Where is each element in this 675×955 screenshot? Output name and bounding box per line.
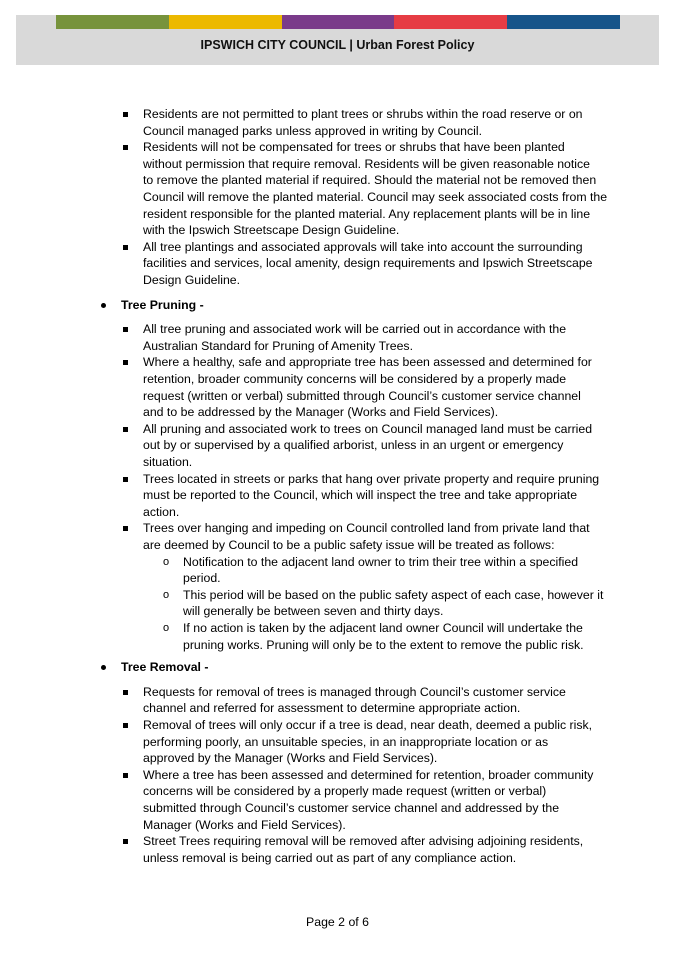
list-item-line: facilities and services, local amenity, design requirements and Ipswich Streetscape xyxy=(143,256,593,271)
circle-bullet-icon: o xyxy=(163,588,170,601)
sub-list-item-line: If no action is taken by the adjacent land owner Council will undertake the xyxy=(183,621,583,635)
color-bar-segment xyxy=(282,15,395,29)
list-item-line: with the Ipswich Streetscape Design Guideline. xyxy=(143,223,400,238)
square-bullet-icon xyxy=(123,427,128,432)
list-item-line: out by or supervised by a qualified arborist, unless in an urgent or emergency xyxy=(143,438,564,453)
list-item-line: must be reported to the Council, which will inspect the tree and take appropriate xyxy=(143,488,578,503)
sub-list-item-line: Notification to the adjacent land owner to trim their tree within a specified xyxy=(183,554,579,569)
square-bullet-icon xyxy=(123,773,128,778)
list-item-line: action. xyxy=(143,504,180,519)
section-heading-tree-pruning: Tree Pruning - xyxy=(121,297,204,312)
list-item-line: resident responsible for the planted material. Any replacement plants will be in line xyxy=(143,206,591,221)
square-bullet-icon xyxy=(123,526,128,531)
square-bullet-icon xyxy=(123,145,128,150)
list-item-line: All pruning and associated work to trees on Council managed land must be carried xyxy=(143,421,593,436)
square-bullet-icon xyxy=(123,327,128,332)
square-bullet-icon xyxy=(123,245,128,250)
sub-list-item-line: This period will be based on the public safety aspect of each case, however it xyxy=(183,587,604,602)
list-item-line: are deemed by Council to be a public safety issue will be treated as follows: xyxy=(143,538,555,552)
square-bullet-icon xyxy=(123,723,128,728)
color-bar-segment xyxy=(507,15,620,29)
list-item-line: Street Trees requiring removal will be removed after advising adjoining residents, xyxy=(143,834,584,849)
circle-bullet-icon: o xyxy=(163,622,170,634)
page-number: Page 2 of 6 xyxy=(306,915,369,929)
list-item-line: approved by the Manager (Works and Field Services). xyxy=(143,751,438,766)
list-item-line: Council managed parks unless approved in writing by Council. xyxy=(143,123,483,138)
list-item-line: Manager (Works and Field Services). xyxy=(143,817,346,832)
list-item-line: Residents will not be compensated for trees or shrubs that have been planted xyxy=(143,140,565,155)
list-item-line: Council will remove the planted material. Council may seek associated costs from the xyxy=(143,190,608,204)
sub-list-item-line: pruning works. Pruning will only be to the extent to remove the public risk. xyxy=(183,637,584,652)
document-title: IPSWICH CITY COUNCIL | Urban Forest Policy xyxy=(200,38,475,52)
list-item-line: and to be addressed by the Manager (Works and Field Services). xyxy=(143,405,499,420)
list-item-line: channel and referred for assessment to determine appropriate action. xyxy=(143,701,521,716)
circle-bullet-icon: o xyxy=(163,555,170,568)
list-item-line: unless removal is being carried out as part of any compliance action. xyxy=(143,850,517,865)
sub-list-item-line: will generally be between seven and thirty days. xyxy=(183,604,444,619)
list-item-line: Requests for removal of trees is managed through Council’s customer service xyxy=(143,684,566,699)
list-item-line: Removal of trees will only occur if a tree is dead, near death, deemed a public risk, xyxy=(143,718,593,732)
section-heading-tree-removal: Tree Removal - xyxy=(121,660,209,675)
list-item-line: performing poorly, an unsuitable species, in an inappropriate location or as xyxy=(143,734,549,749)
list-item-line: request (written or verbal) submitted through Council’s customer service channel xyxy=(143,388,581,403)
list-item-line: All tree pruning and associated work will be carried out in accordance with the xyxy=(143,322,567,337)
list-item-line: concerns will be considered by a properly made request (written or verbal) xyxy=(143,784,547,799)
square-bullet-icon xyxy=(123,839,128,844)
list-item-line: submitted through Council’s customer service channel and addressed by the xyxy=(143,801,560,815)
list-item-line: to remove the planted material if required. Should the material not be removed then xyxy=(143,173,597,188)
square-bullet-icon xyxy=(123,112,128,117)
list-item-line: situation. xyxy=(143,455,193,469)
square-bullet-icon xyxy=(123,690,128,695)
round-bullet-icon xyxy=(101,665,106,670)
list-item-line: Trees located in streets or parks that hang over private property and require pruning xyxy=(143,471,600,486)
round-bullet-icon xyxy=(101,303,106,308)
square-bullet-icon xyxy=(123,360,128,365)
list-item-line: without permission that require removal. Residents will be given reasonable notice xyxy=(143,156,591,171)
list-item-line: Australian Standard for Pruning of Amenity Trees. xyxy=(143,338,413,353)
color-bar-segment xyxy=(56,15,169,29)
header-color-bar xyxy=(56,15,620,29)
list-item-line: Where a healthy, safe and appropriate tree has been assessed and determined for xyxy=(143,355,592,370)
sub-list-item-line: period. xyxy=(183,571,221,586)
list-item-line: Design Guideline. xyxy=(143,273,241,287)
square-bullet-icon xyxy=(123,477,128,482)
color-bar-segment xyxy=(394,15,507,29)
list-item-line: Where a tree has been assessed and determined for retention, broader community xyxy=(143,767,594,782)
color-bar-segment xyxy=(169,15,282,29)
list-item-line: Trees over hanging and impeding on Council controlled land from private land that xyxy=(143,521,590,536)
list-item-line: Residents are not permitted to plant trees or shrubs within the road reserve or on xyxy=(143,107,583,121)
list-item-line: retention, broader community concerns will be considered by a properly made xyxy=(143,372,567,386)
list-item-line: All tree plantings and associated approvals will take into account the surrounding xyxy=(143,239,583,254)
